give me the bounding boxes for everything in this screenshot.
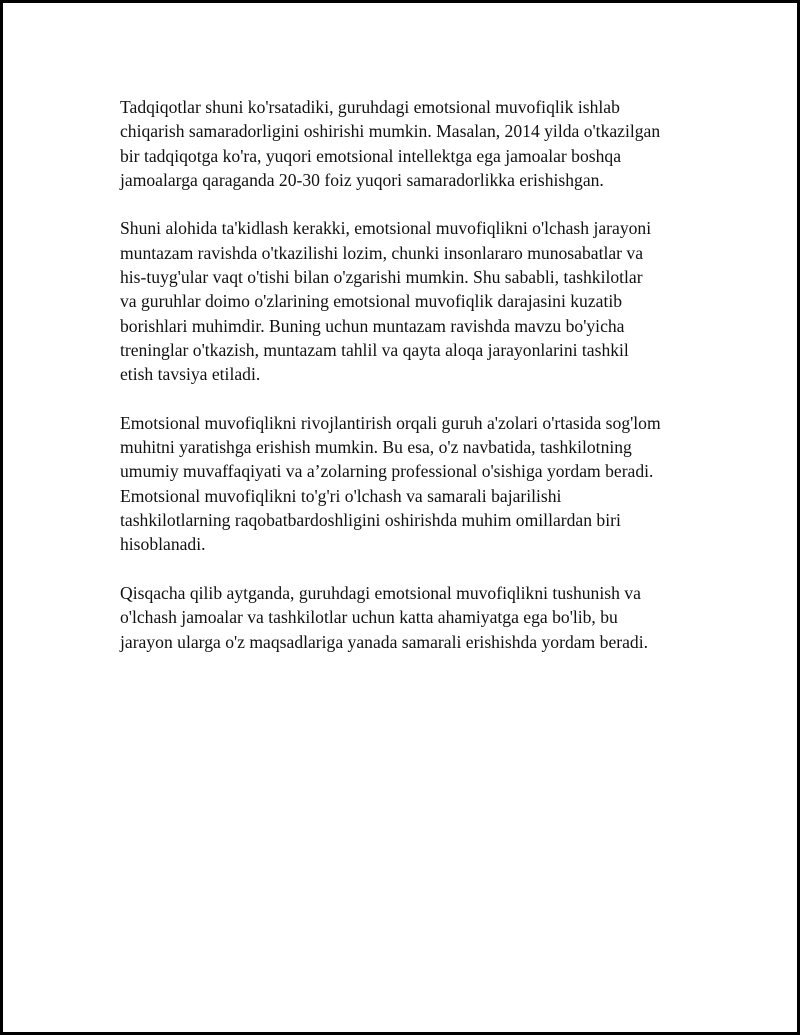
paragraph-3 (120, 411, 710, 557)
text-line: muntazam ravishda o'tkazilishi lozim, chunki insonlararo munosabatlar va (120, 242, 644, 263)
text-line: umumiy muvaffaqiyati va a’zolarning professional o'sishiga yordam beradi. (120, 461, 654, 482)
text-line: va guruhlar doimo o'zlarining emotsional muvofiqlik darajasini kuzatib (120, 291, 623, 312)
text-line: jarayon ularga o'z maqsadlariga yanada samarali erishishda yordam beradi. (120, 631, 649, 652)
paragraph-4 (120, 581, 710, 654)
text-line: Shuni alohida ta'kidlash kerakki, emotsional muvofiqlikni o'lchash jarayoni (120, 218, 652, 239)
text-line: muhitni yaratishga erishish mumkin. Bu esa, o'z navbatida, tashkilotning (120, 437, 632, 458)
text-line: o'lchash jamoalar va tashkilotlar uchun katta ahamiyatga ega bo'lib, bu (120, 607, 618, 628)
text-line: hisoblanadi. (120, 534, 206, 555)
text-line: Emotsional muvofiqlikni to'g'ri o'lchash va samarali bajarilishi (120, 485, 562, 506)
text-line: chiqarish samaradorligini oshirishi mumkin. Masalan, 2014 yilda o'tkazilgan (120, 121, 661, 142)
document-body (120, 95, 710, 678)
text-line: Qisqacha qilib aytganda, guruhdagi emotsional muvofiqlikni tushunish va (120, 582, 641, 603)
text-line: jamoalarga qaraganda 20-30 foiz yuqori samaradorlikka erishishgan. (120, 169, 604, 190)
paragraph-2 (120, 216, 710, 386)
paragraph-1 (120, 95, 710, 192)
text-line: bir tadqiqotga ko'ra, yuqori emotsional intellektga ega jamoalar boshqa (120, 145, 622, 166)
text-line: borishlari muhimdir. Buning uchun muntazam ravishda mavzu bo'yicha (120, 315, 625, 336)
text-line: etish tavsiya etiladi. (120, 364, 261, 385)
text-line: tashkilotlarning raqobatbardoshligini oshirishda muhim omillardan biri (120, 510, 621, 531)
text-line: treninglar o'tkazish, muntazam tahlil va qayta aloqa jarayonlarini tashkil (120, 339, 629, 360)
text-line: Emotsional muvofiqlikni rivojlantirish orqali guruh a'zolari o'rtasida sog'lom (120, 412, 661, 433)
text-line: his-tuyg'ular vaqt o'tishi bilan o'zgarishi mumkin. Shu sababli, tashkilotlar (120, 267, 643, 288)
text-line: Tadqiqotlar shuni ko'rsatadiki, guruhdagi emotsional muvofiqlik ishlab (120, 97, 620, 117)
